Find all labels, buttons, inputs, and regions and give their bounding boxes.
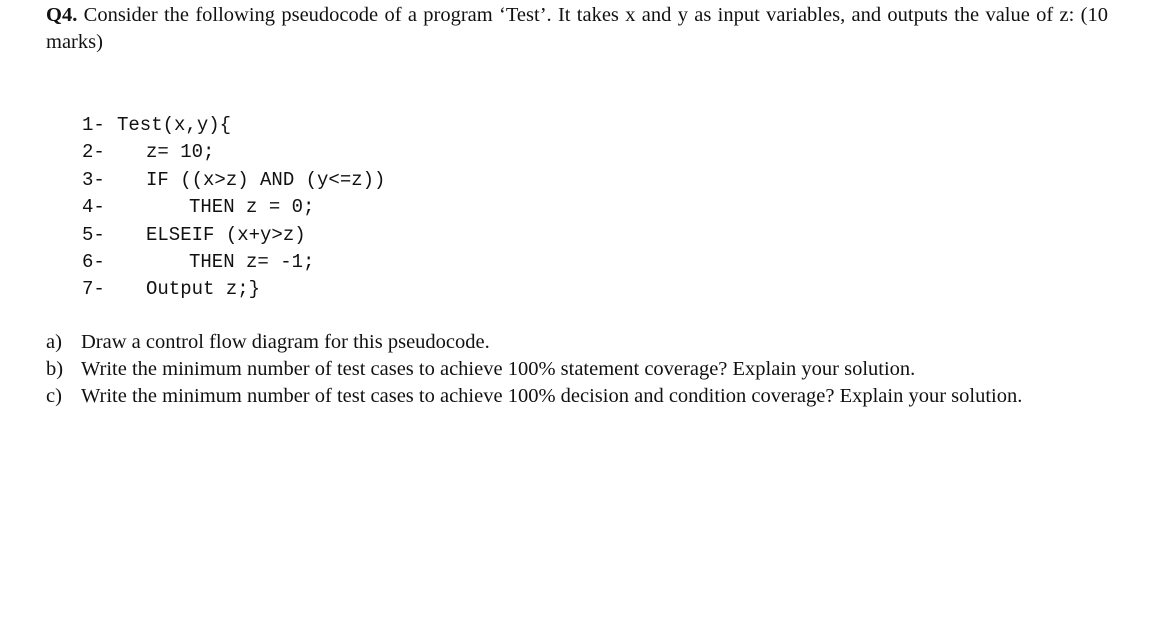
question-text: Consider the following pseudocode of a program ‘Test’. It takes x and y as input variables, and outputs the value of z: (10 marks) (46, 4, 1108, 53)
line-number: 6- (82, 250, 105, 273)
line-number: 4- (82, 196, 105, 219)
line-number: 7- (82, 278, 105, 301)
code-text: IF ((x>z) AND (y<=z)) (146, 168, 386, 191)
part-marker: c) (46, 385, 62, 407)
question-parts-list (46, 329, 1102, 410)
code-text: THEN z= -1; (189, 250, 315, 273)
part-text: Write the minimum number of test cases to achieve 100% statement coverage? Explain your solution. (81, 358, 916, 380)
part-marker: a) (46, 331, 62, 353)
line-number: 3- (82, 168, 105, 191)
question-prompt (46, 2, 1108, 56)
code-text: z= 10; (146, 141, 215, 164)
question-number: Q4. (46, 4, 78, 26)
part-marker: b) (46, 358, 64, 380)
line-number: 1- (82, 114, 105, 136)
code-line-7 (82, 276, 261, 303)
code-line-4 (82, 194, 315, 221)
code-text: THEN z = 0; (189, 196, 315, 219)
part-text: Write the minimum number of test cases to achieve 100% decision and condition coverage? Explain your solution. (81, 385, 1023, 407)
question-part-c (46, 383, 1102, 410)
code-line-2 (82, 139, 215, 166)
line-number: 2- (82, 141, 105, 164)
code-text: Test(x,y){ (117, 114, 232, 136)
code-line-3 (82, 167, 386, 194)
line-number: 5- (82, 223, 105, 246)
question-part-a (46, 329, 1102, 356)
code-text: Output z;} (146, 278, 261, 301)
code-line-1 (82, 112, 232, 139)
code-line-6 (82, 249, 315, 276)
code-line-5 (82, 222, 306, 249)
part-text: Draw a control flow diagram for this pseudocode. (81, 331, 490, 353)
pseudocode-block (82, 112, 386, 304)
code-text: ELSEIF (x+y>z) (146, 223, 306, 246)
question-part-b (46, 356, 1102, 383)
